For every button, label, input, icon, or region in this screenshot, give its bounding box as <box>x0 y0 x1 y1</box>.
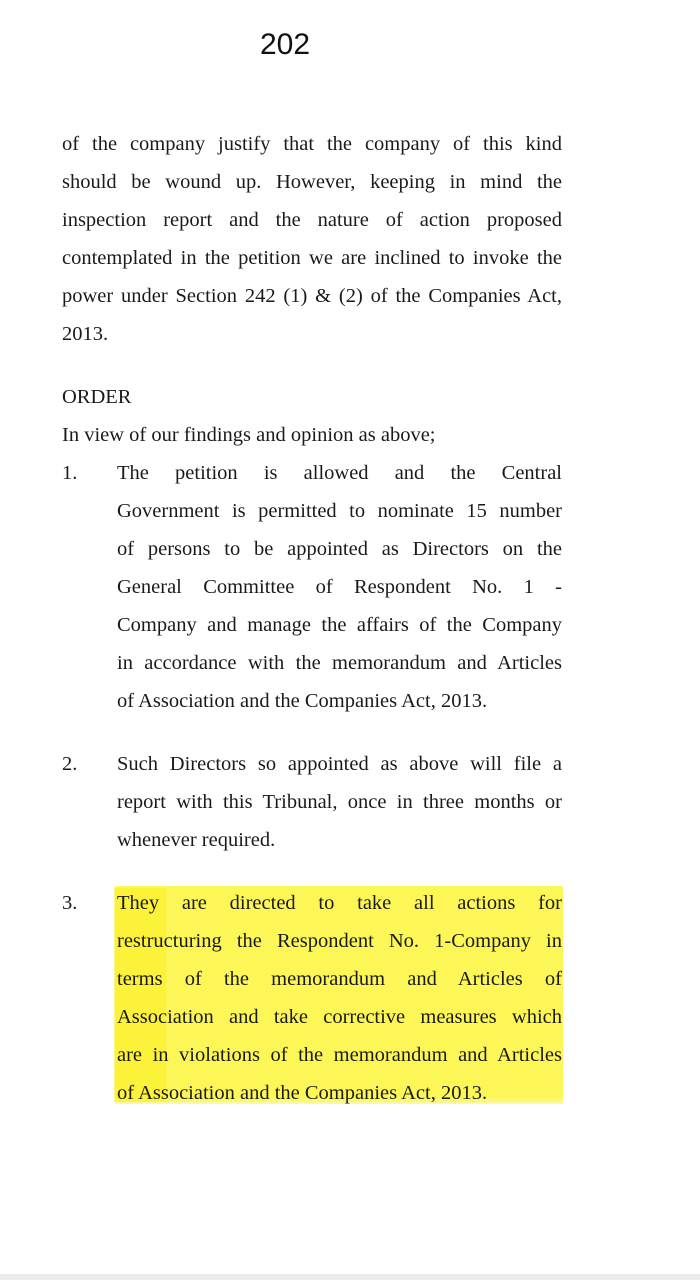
order-heading: ORDER <box>62 386 132 408</box>
bottom-edge <box>0 1274 700 1280</box>
item-line: report with this Tribunal, once in three months or <box>117 791 562 813</box>
paragraph-line: contemplated in the petition we are inclined to invoke the <box>62 247 562 269</box>
item-line: The petition is allowed and the Central <box>117 462 562 484</box>
yellow-highlight <box>115 886 563 1102</box>
item-number: 3. <box>62 892 78 914</box>
item-line: restructuring the Respondent No. 1-Company in <box>117 930 562 952</box>
item-line: They are directed to take all actions for <box>117 892 562 914</box>
item-line: terms of the memorandum and Articles of <box>117 968 562 990</box>
paragraph-line: should be wound up. However, keeping in mind the <box>62 171 562 193</box>
item-line: whenever required. <box>117 829 276 851</box>
item-number: 2. <box>62 753 78 775</box>
item-line: Company and manage the affairs of the Company <box>117 614 562 636</box>
item-line: Such Directors so appointed as above will file a <box>117 753 562 775</box>
item-line: in accordance with the memorandum and Articles <box>117 652 562 674</box>
paragraph-line: 2013. <box>62 323 109 345</box>
item-line: Government is permitted to nominate 15 number <box>117 500 562 522</box>
item-line: of Association and the Companies Act, 2013. <box>117 690 488 712</box>
item-line: of persons to be appointed as Directors on the <box>117 538 562 560</box>
item-line: of Association and the Companies Act, 2013. <box>117 1082 488 1104</box>
paragraph-line: of the company justify that the company of this kind <box>62 133 562 155</box>
paragraph-line: inspection report and the nature of action proposed <box>62 209 562 231</box>
yellow-highlight-overlap <box>114 888 166 1102</box>
item-line: General Committee of Respondent No. 1 - <box>117 576 562 598</box>
item-line: are in violations of the memorandum and Articles <box>117 1044 562 1066</box>
order-lead: In view of our findings and opinion as above; <box>62 424 436 446</box>
page-number: 202 <box>259 28 311 61</box>
item-line: Association and take corrective measures which <box>117 1006 562 1028</box>
paragraph-line: power under Section 242 (1) & (2) of the Companies Act, <box>62 285 562 307</box>
item-number: 1. <box>62 462 78 484</box>
